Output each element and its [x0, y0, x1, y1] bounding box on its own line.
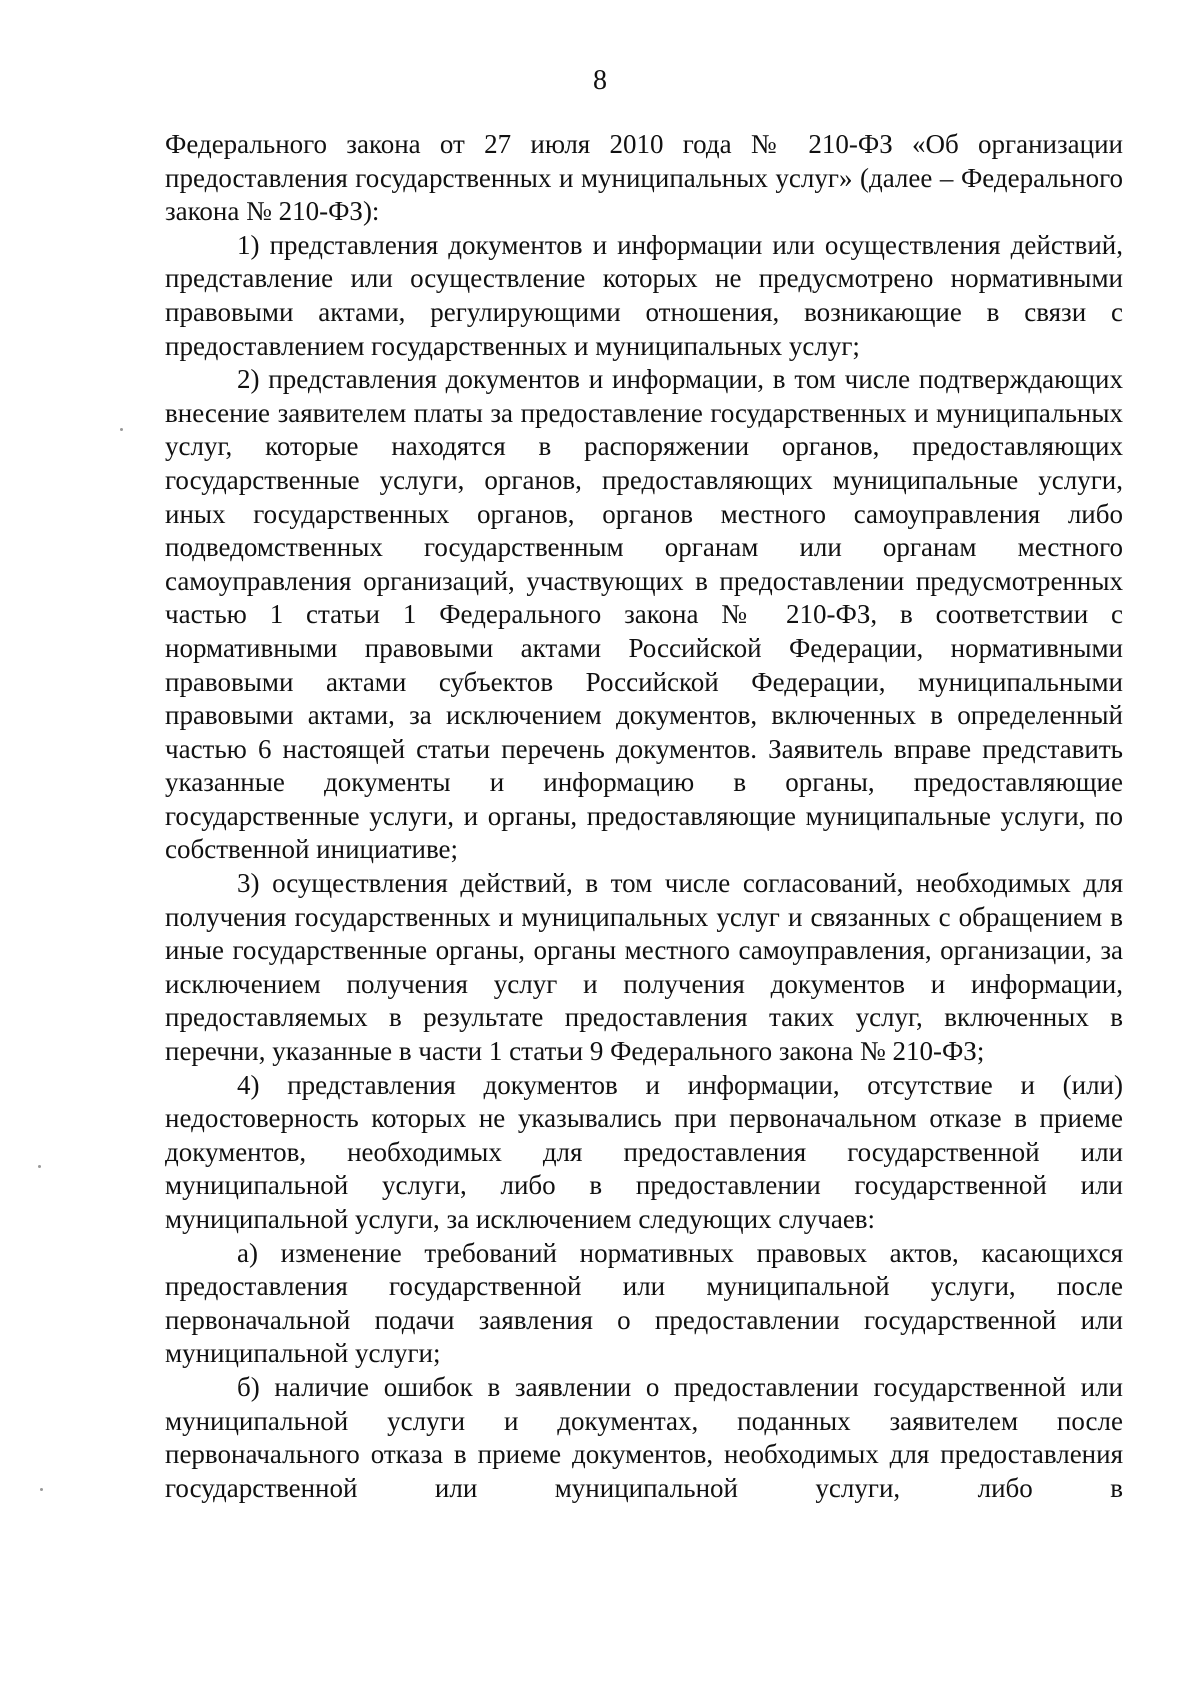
- scan-speck: [38, 1165, 41, 1168]
- intro-paragraph: Федерального закона от 27 июля 2010 года № 210-ФЗ «Об организации предоставления государственных и муниципальных услуг» (далее – Федерального закона № 210-ФЗ):: [165, 129, 1123, 227]
- sub-item-b: б) наличие ошибок в заявлении о предоставлении государственной или муниципальной услуги и документах, поданных заявителем после первоначального отказа в приеме документов, необходимых для предоставления государственной или муниципальной услуги, либо в: [165, 1371, 1123, 1503]
- scan-speck: [120, 428, 123, 431]
- sub-item-a: а) изменение требований нормативных правовых актов, касающихся предоставления государственной или муниципальной услуги, после первоначальной подачи заявления о предоставлении государственной или муниципальной услуги;: [165, 1237, 1123, 1369]
- page-number: 8: [593, 65, 607, 96]
- document-body: [165, 128, 1123, 1505]
- scan-speck: [40, 1488, 43, 1491]
- list-item-1: 1) представления документов и информации или осуществления действий, представление или осуществление которых не предусмотрено нормативными правовыми актами, регулирующими отношения, возникающие в связи с предоставлением государственных и муниципальных услуг;: [165, 229, 1123, 361]
- list-item-3: 3) осуществления действий, в том числе согласований, необходимых для получения государственных и муниципальных услуг и связанных с обращением в иные государственные органы, органы местного самоуправления, организации, за исключением получения услуг и получения документов и информации, предоставляемых в результате предоставления таких услуг, включенных в перечни, указанные в части 1 статьи 9 Федерального закона № 210-ФЗ;: [165, 868, 1123, 1067]
- list-item-4: 4) представления документов и информации, отсутствие и (или) недостоверность которых не указывались при первоначальном отказе в приеме документов, необходимых для предоставления государственной или муниципальной услуги, либо в предоставлении государственной или муниципальной услуги, за исключением следующих случаев:: [165, 1069, 1123, 1234]
- list-item-2: 2) представления документов и информации, в том числе подтверждающих внесение заявителем платы за предоставление государственных и муниципальных услуг, которые находятся в распоряжении органов, предоставляющих государственные услуги, органов, предоставляющих муниципальные услуги, иных государственных органов, органов местного самоуправления либо подведомственных государственным органам или органам местного самоуправления организаций, участвующих в предоставлении предусмотренных частью 1 статьи 1 Федерального закона № 210-ФЗ, в соответствии с нормативными правовыми актами Российской Федерации, нормативными правовыми актами субъектов Российской Федерации, муниципальными правовыми актами, за исключением документов, включенных в определенный частью 6 настоящей статьи перечень документов. Заявитель вправе представить указанные документы и информацию в органы, предоставляющие государственные услуги, и органы, предоставляющие муниципальные услуги, по собственной инициативе;: [165, 364, 1123, 865]
